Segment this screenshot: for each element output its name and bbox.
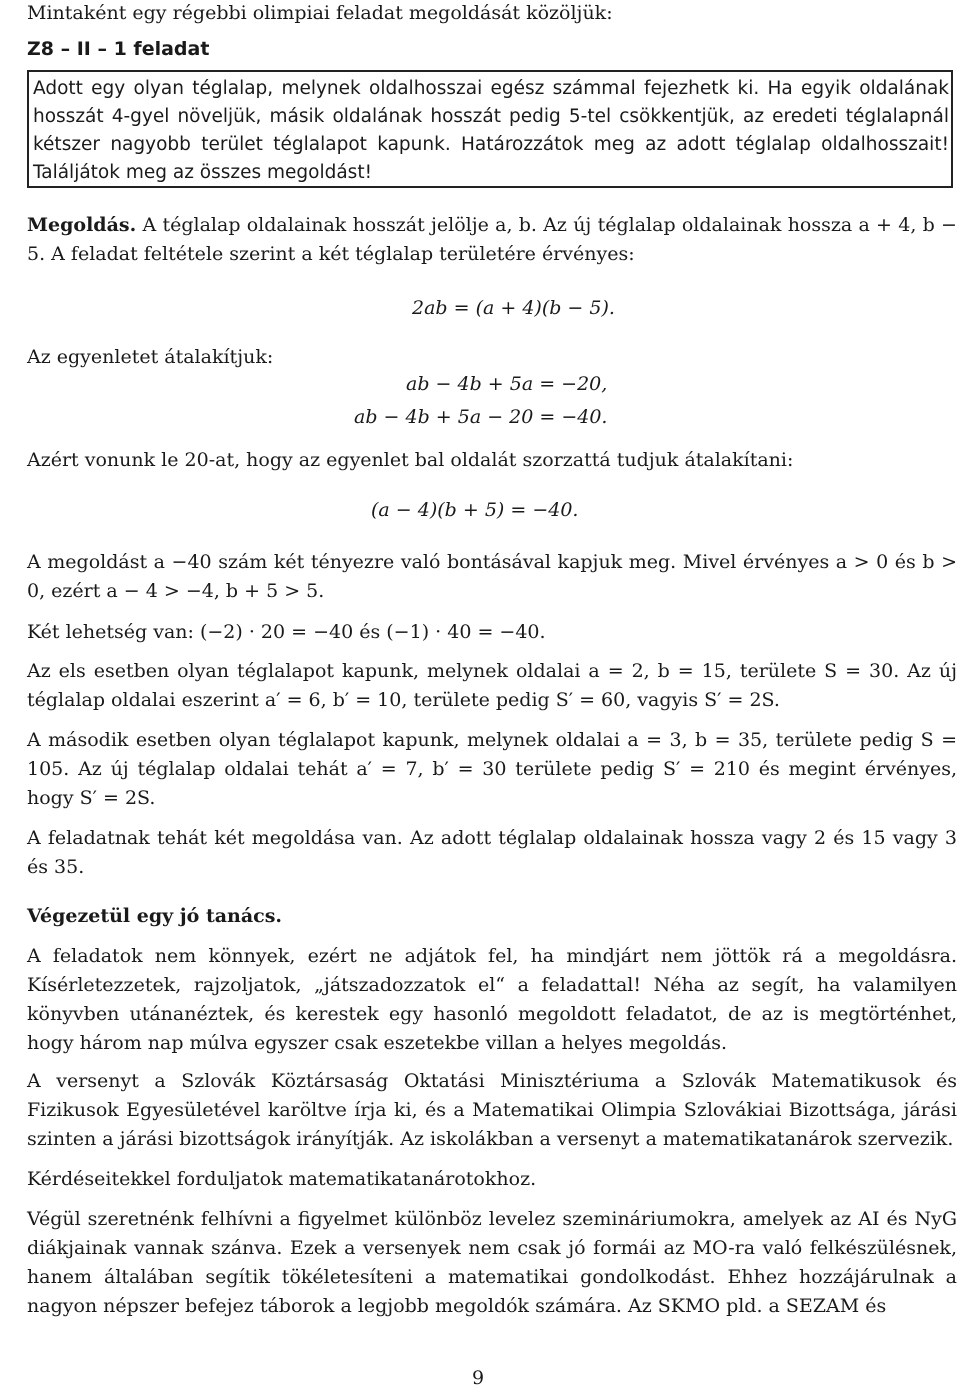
- solution-intro: [27, 211, 957, 269]
- intro-text: Mintaként egy régebbi olimpiai feladat megoldását közöljük:: [27, 2, 613, 24]
- factor-block: [27, 548, 957, 606]
- factor-text: A megoldást a −40 szám két tényezre való bontásával kapjuk meg. Mivel érvényes a > 0 és b > 0, ezért a − 4 > −4, b + 5 > 5.: [27, 551, 957, 602]
- cases-text: Két lehetség van: (−2) · 20 = −40 és (−1) · 40 = −40.: [27, 621, 546, 643]
- conclusion-block: [27, 824, 957, 882]
- advice-paragraph-1: A feladatok nem könnyek, ezért ne adjátok fel, ha mindjárt nem jöttök rá a megoldásra. Kísérletezzetek, rajzoljatok, „játszadozzatok el“ a feladattal! Néha az segít, ha valamilyen könyvben utánanéztek, és kerestek egy hasonló megoldott feladatot, de az is megtörténhet, hogy három nap múlva egyszer csak eszetekbe villan a helyes megoldás.: [27, 945, 957, 1054]
- explain-block: [27, 446, 957, 475]
- advice-paragraph-3: Kérdéseitekkel forduljatok matematikatanárotokhoz.: [27, 1168, 537, 1190]
- advice-p1-block: [27, 942, 957, 1058]
- advice-p2-block: [27, 1067, 957, 1154]
- equation-4: (a − 4)(b + 5) = −40.: [371, 499, 579, 521]
- advice-heading-block: [27, 902, 957, 931]
- problem-box: [27, 70, 953, 188]
- advice-heading: Végezetül egy jó tanács.: [27, 905, 283, 927]
- equation-3: ab − 4b + 5a − 20 = −40.: [354, 406, 608, 428]
- problem-title: Z8 – II – 1 feladat: [27, 38, 210, 60]
- cases-block: [27, 618, 957, 647]
- transform-label-block: [27, 343, 957, 372]
- equation-1: 2ab = (a + 4)(b − 5).: [412, 297, 615, 319]
- advice-p3-block: [27, 1165, 957, 1194]
- case-one-block: [27, 657, 957, 715]
- page-number: 9: [472, 1367, 485, 1389]
- advice-paragraph-2: A versenyt a Szlovák Köztársaság Oktatási Minisztériuma a Szlovák Matematikusok és Fizikusok Egyesületével karöltve írja ki, és a Matematikai Olimpia Szlovákiai Bizottsága, járási szinten a járási bizottságok irányítják. Az iskolákban a versenyt a matematikatanárok szervezik.: [27, 1070, 957, 1150]
- case-two-text: A második esetben olyan téglalapot kapunk, melynek oldalai a = 3, b = 35, területe pedig S = 105. Az új téglalap oldalai tehát a′ = 7, b′ = 30 területe pedig S′ = 210 és megint érvényes, hogy S′ = 2S.: [27, 729, 957, 809]
- explain-text: Azért vonunk le 20-at, hogy az egyenlet bal oldalát szorzattá tudjuk átalakítani:: [27, 449, 794, 471]
- conclusion-text: A feladatnak tehát két megoldása van. Az adott téglalap oldalainak hossza vagy 2 és 15 vagy 3 és 35.: [27, 827, 957, 878]
- solution-heading: Megoldás.: [27, 214, 137, 236]
- case-one-text: Az els esetben olyan téglalapot kapunk, melynek oldalai a = 2, b = 15, területe S = 30. Az új téglalap oldalai eszerint a′ = 6, b′ = 10, területe pedig S′ = 60, vagyis S′ = 2S.: [27, 660, 957, 711]
- solution-setup-text: A téglalap oldalainak hosszát jelölje a, b. Az új téglalap oldalainak hossza a + 4, b − 5. A feladat feltétele szerint a két téglalap területére érvényes:: [27, 214, 957, 265]
- advice-paragraph-4: Végül szeretnénk felhívni a figyelmet különböz levelez szemináriumokra, amelyek az AI és NyG diákjainak vannak szánva. Ezek a versenyek nem csak jó formái az MO-ra való felkészülésnek, hanem általában segítik tökéletesíteni a matematikai gondolkodást. Ehhez hozzájárulnak a nagyon népszer befejez táborok a legjobb megoldók számára. Az SKMO pld. a SEZAM és: [27, 1208, 957, 1317]
- case-two-block: [27, 726, 957, 813]
- problem-text: Adott egy olyan téglalap, melynek oldalhosszai egész számmal fejezhetk ki. Ha egyik oldalának hosszát 4-gyel növeljük, másik oldalának hosszát pedig 5-tel csökkentjük, az eredeti téglalapnál kétszer nagyobb terület téglalapot kapunk. Határozzátok meg az adott téglalap oldalhosszait! Találjátok meg az összes megoldást!: [33, 78, 949, 183]
- advice-p4-block: [27, 1205, 957, 1321]
- equation-2: ab − 4b + 5a = −20,: [406, 373, 608, 395]
- transform-label: Az egyenletet átalakítjuk:: [27, 346, 274, 368]
